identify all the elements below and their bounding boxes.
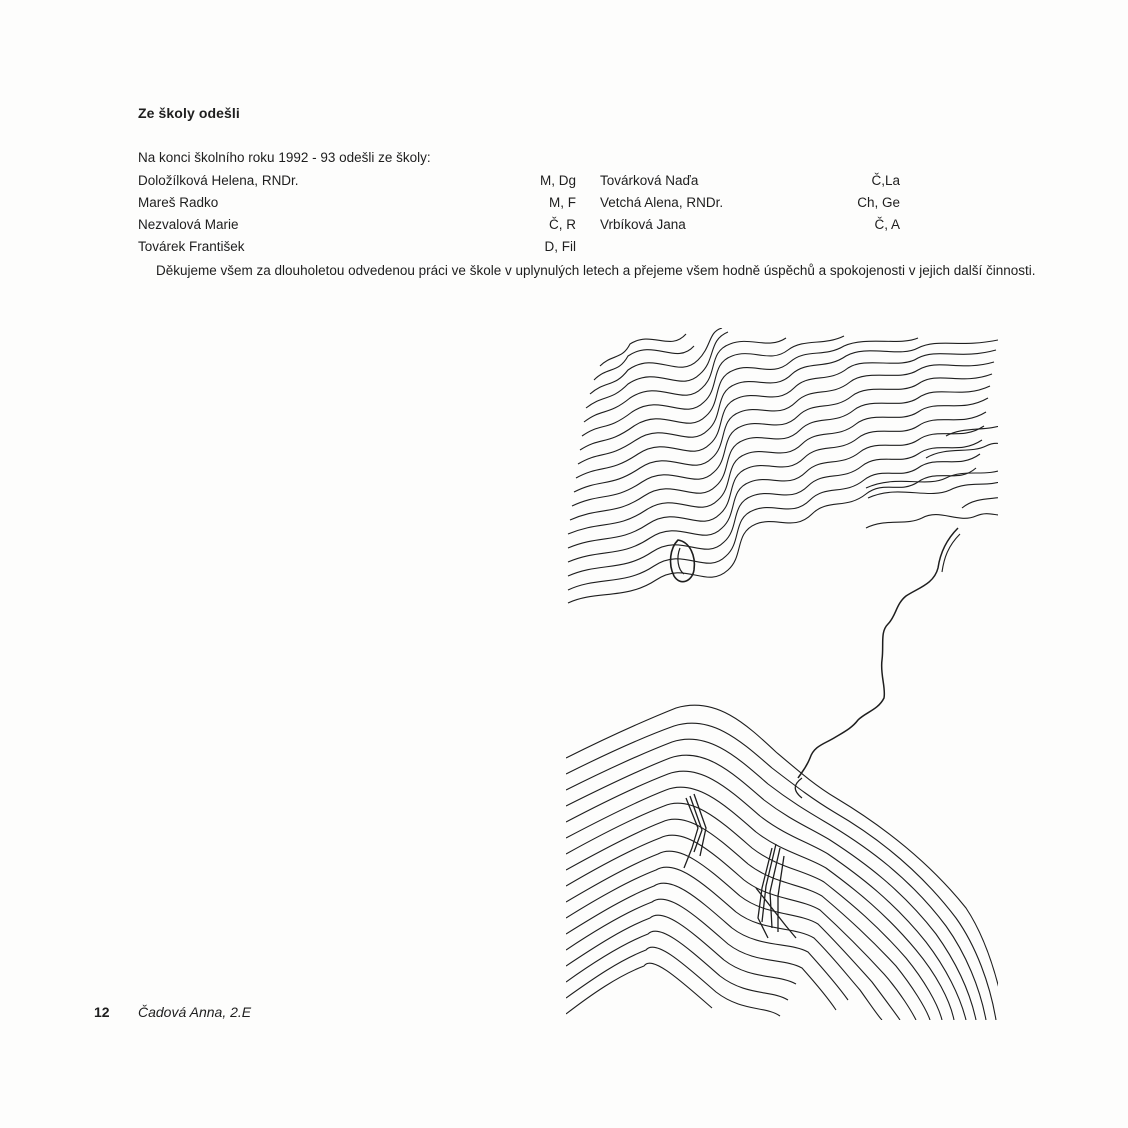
face-profile — [798, 528, 958, 778]
teacher-subjects: Č,La — [871, 173, 900, 188]
shoulder-contours — [566, 705, 998, 1020]
teacher-name: Nezvalová Marie — [138, 217, 239, 232]
teacher-subjects: D, Fil — [544, 239, 576, 254]
teacher-subjects: M, F — [549, 195, 576, 210]
teacher-name: Továrek František — [138, 239, 245, 254]
artwork-author: Čadová Anna, 2.E — [138, 1004, 252, 1020]
section-heading: Ze školy odešli — [138, 105, 240, 121]
page-number: 12 — [94, 1004, 110, 1020]
hair-contours — [568, 328, 998, 603]
teacher-name: Vetchá Alena, RNDr. — [600, 195, 724, 210]
intro-text: Na konci školního roku 1992 - 93 odešli ze školy: — [138, 150, 431, 165]
portrait-svg — [566, 328, 998, 1020]
teacher-name: Vrbíková Jana — [600, 217, 686, 232]
teacher-subjects: Č, A — [874, 217, 900, 232]
portrait-line-drawing — [566, 328, 998, 1020]
teacher-subjects: M, Dg — [539, 173, 576, 188]
teacher-subjects: Ch, Ge — [857, 195, 900, 210]
teacher-subjects: Č, R — [549, 217, 576, 232]
teacher-name: Továrková Naďa — [600, 173, 699, 188]
thanks-paragraph: Děkujeme všem za dlouholetou odvedenou práci ve škole v uplynulých letech a přejeme všem hodně úspěchů a spokojenosti v jejich další činnosti. — [156, 263, 1036, 278]
teacher-name: Mareš Radko — [138, 195, 219, 210]
shading-strokes — [684, 794, 796, 938]
teacher-name: Doložílková Helena, RNDr. — [138, 173, 299, 188]
